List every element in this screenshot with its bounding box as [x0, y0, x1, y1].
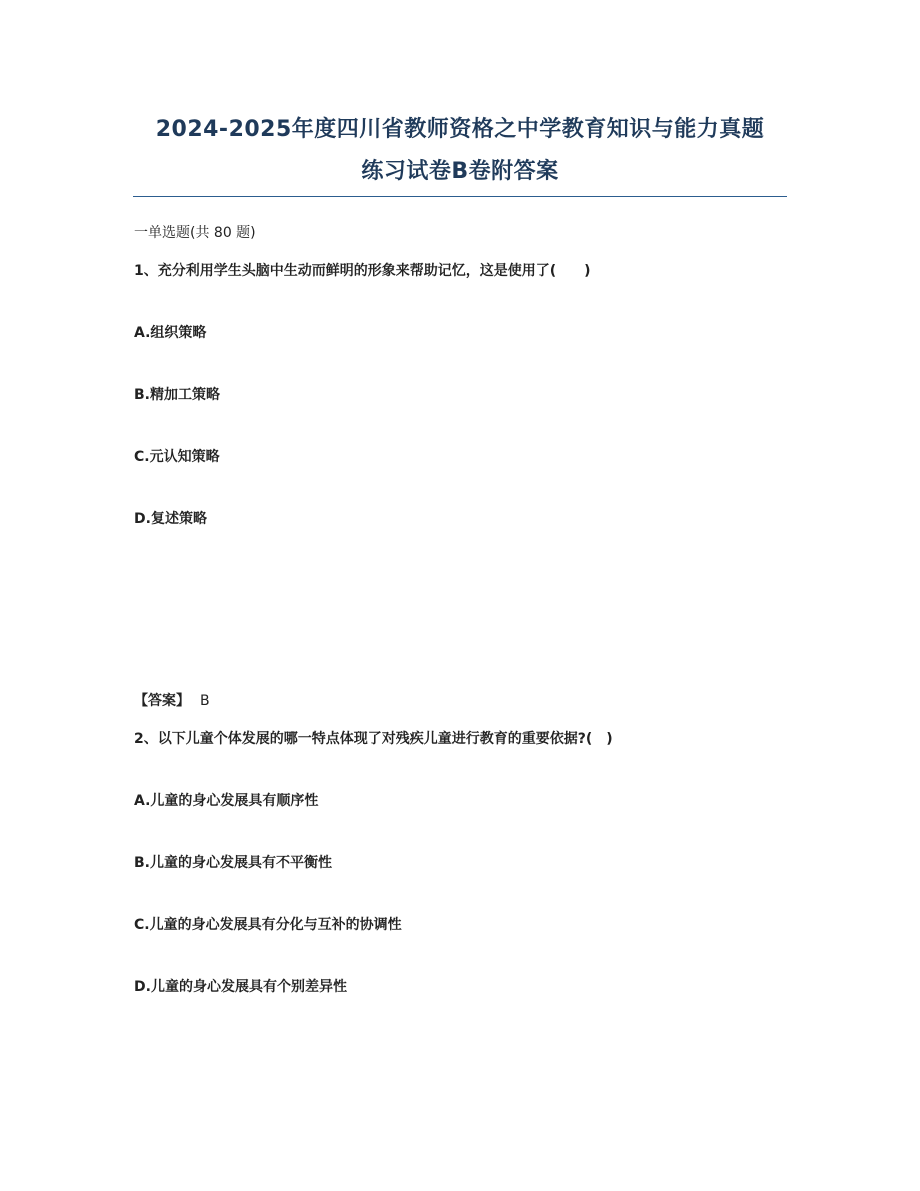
question-2-option-c: C.儿童的身心发展具有分化与互补的协调性 [134, 917, 402, 933]
question-2-option-d: D.儿童的身心发展具有个别差异性 [134, 979, 347, 995]
question-2-stem: 2、以下儿童个体发展的哪一特点体现了对残疾儿童进行教育的重要依据?( ) [134, 731, 613, 747]
section-heading: 一单选题(共 80 题) [134, 225, 256, 241]
question-1-stem: 1、充分利用学生头脑中生动而鲜明的形象来帮助记忆，这是使用了( ) [134, 263, 591, 279]
question-1-option-c: C.元认知策略 [134, 449, 220, 465]
question-1-option-b: B.精加工策略 [134, 387, 220, 403]
question-2-option-a: A.儿童的身心发展具有顺序性 [134, 793, 319, 809]
title-divider [133, 196, 787, 197]
question-1-answer [134, 691, 210, 711]
question-2-option-b: B.儿童的身心发展具有不平衡性 [134, 855, 332, 871]
question-1-option-d: D.复述策略 [134, 511, 207, 527]
answer-value: B [200, 693, 210, 709]
answer-label: 【答案】 [134, 693, 190, 709]
question-1-option-a: A.组织策略 [134, 325, 207, 341]
document-title-line1: 2024-2025年度四川省教师资格之中学教育知识与能力真题 [155, 117, 765, 142]
document-title-line2: 练习试卷B卷附答案 [361, 159, 559, 184]
